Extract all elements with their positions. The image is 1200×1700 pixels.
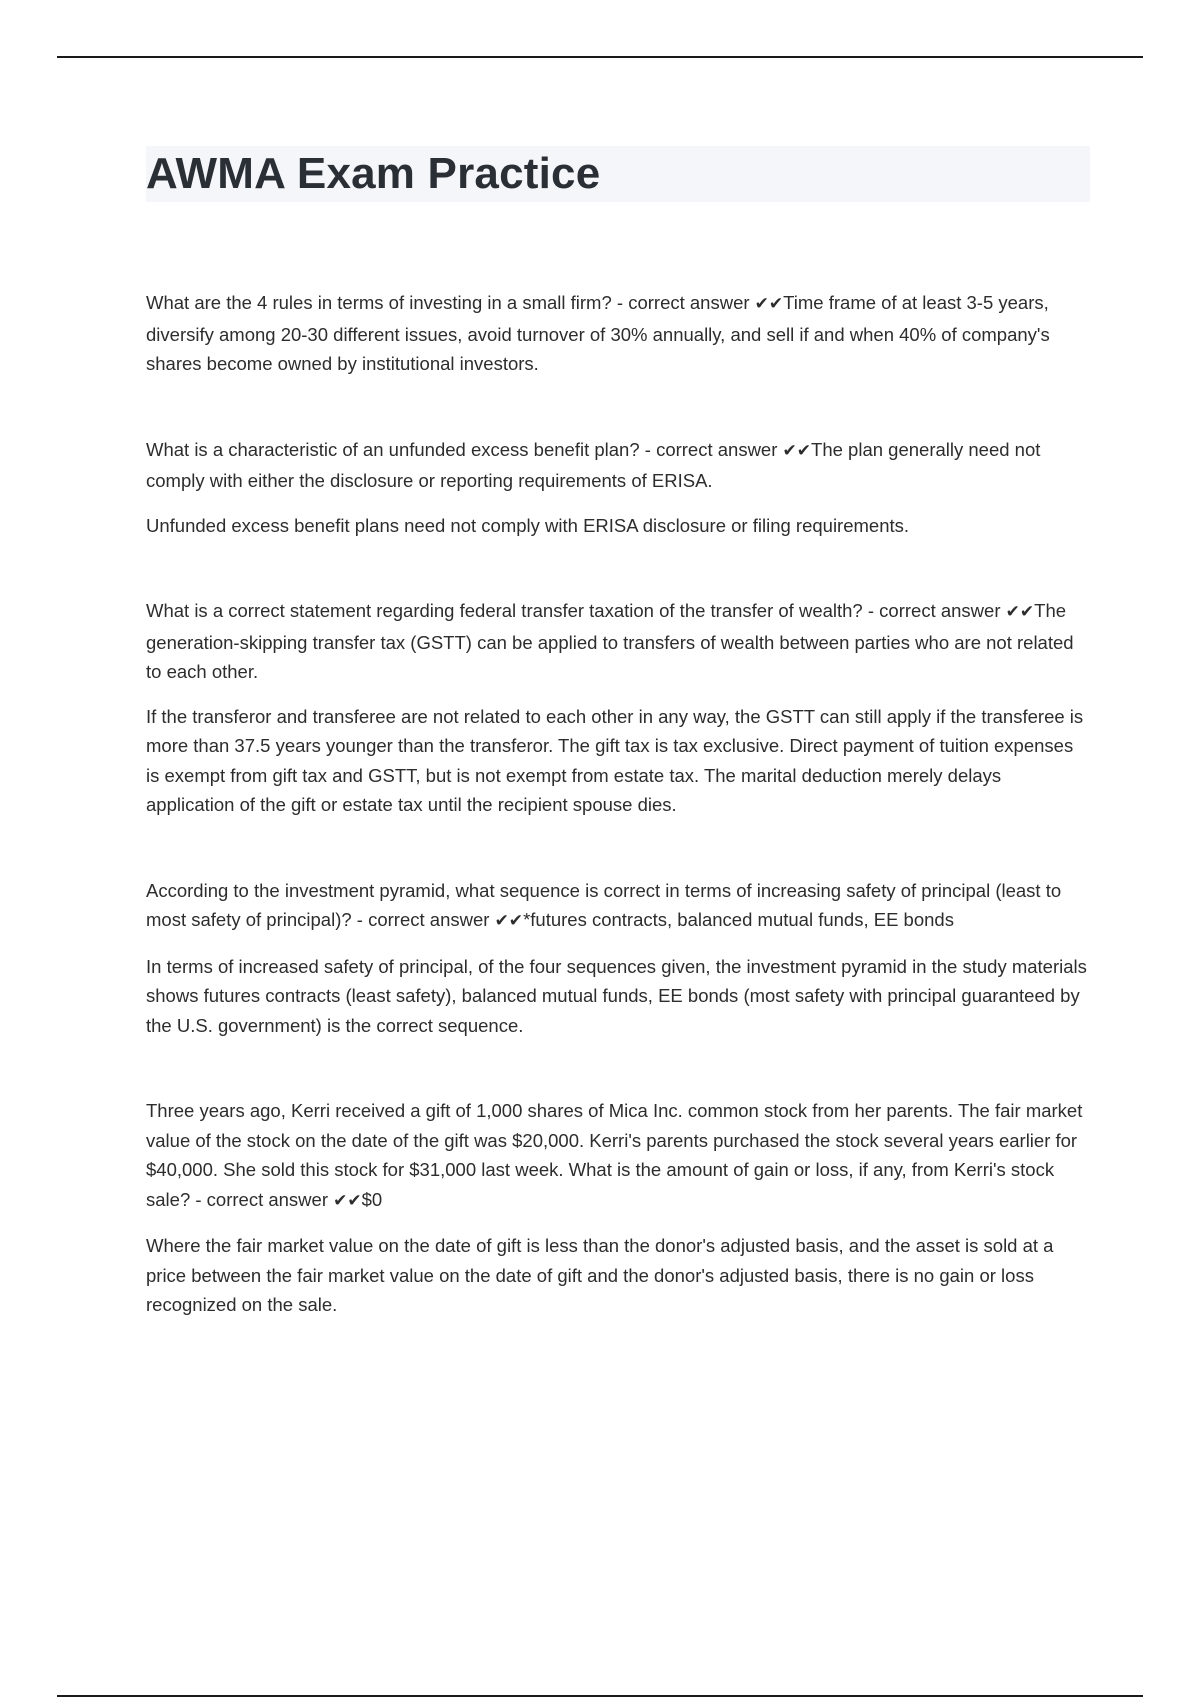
check-marks-icon: ✔✔ xyxy=(754,294,784,314)
top-divider xyxy=(57,56,1143,58)
qa-list xyxy=(146,288,1090,1320)
question-text: What are the 4 rules in terms of investing in a small firm? xyxy=(146,292,612,313)
answer-separator: - correct answer xyxy=(862,600,1006,621)
qa-item xyxy=(146,435,1090,541)
question-text: What is a characteristic of an unfunded excess benefit plan? xyxy=(146,438,640,460)
answer-separator: - correct answer xyxy=(190,1188,334,1210)
page-title: AWMA Exam Practice xyxy=(146,149,601,198)
answer-text: Time frame of at least 3-5 years, diversify among 20-30 different issues, avoid turnover of 30% annually, and sell if and when 40% of company's shares become owned by institutional investors. xyxy=(146,292,1050,374)
qa-item xyxy=(146,1096,1090,1320)
explanation-text: Where the fair market value on the date of gift is less than the donor's adjusted basis, and the asset is sold at a price between the fair market value on the date of gift and the donor's adjusted basis, there is no gain or loss recognized on the sale. xyxy=(146,1235,1054,1315)
qa-item xyxy=(146,596,1090,820)
answer-text: The plan generally need not comply with either the disclosure or reporting requirements of ERISA. xyxy=(146,438,1041,491)
check-marks-icon: ✔✔ xyxy=(782,440,812,461)
question-answer xyxy=(146,288,1090,379)
qa-item xyxy=(146,876,1090,1041)
answer-separator: - correct answer xyxy=(351,909,495,930)
question-answer xyxy=(146,435,1090,496)
document-page xyxy=(146,146,1090,1376)
check-marks-icon: ✔✔ xyxy=(1005,602,1035,622)
answer-separator: - correct answer xyxy=(639,438,783,460)
answer-text: $0 xyxy=(361,1188,383,1210)
answer-text: The generation-skipping transfer tax (GSTT) can be applied to transfers of wealth between parties who are not related to each other. xyxy=(146,600,1074,682)
answer-text: *futures contracts, balanced mutual funds, EE bonds xyxy=(523,909,954,930)
title-band xyxy=(146,146,1090,202)
explanation-text: In terms of increased safety of principal, of the four sequences given, the investment pyramid in the study materials shows futures contracts (least safety), balanced mutual funds, EE bonds (most safety with principal guaranteed by the U.S. government) is the correct sequence. xyxy=(146,955,1087,1036)
question-answer xyxy=(146,876,1090,937)
question-answer xyxy=(146,1096,1090,1216)
question-answer xyxy=(146,596,1090,687)
check-marks-icon: ✔✔ xyxy=(494,911,524,931)
qa-item xyxy=(146,288,1090,379)
explanation-text: If the transferor and transferee are not related to each other in any way, the GSTT can still apply if the transferee is more than 37.5 years younger than the transferor. The gift tax is tax exclusive. Direct payment of tuition expenses is exempt from gift tax and GSTT, but is not exempt from estate tax. The marital deduction merely delays application of the gift or estate tax until the recipient spouse dies. xyxy=(146,705,1084,815)
question-text: What is a correct statement regarding federal transfer taxation of the transfer of wealth? xyxy=(146,600,863,621)
explanation-text: Unfunded excess benefit plans need not comply with ERISA disclosure or filing requirements. xyxy=(146,514,910,536)
check-marks-icon: ✔✔ xyxy=(333,1190,362,1211)
question-text: Three years ago, Kerri received a gift of 1,000 shares of Mica Inc. common stock from her parents. The fair market value of the stock on the date of the gift was $20,000. Kerri's parents purchased the stock several years earlier for $40,000. She sold this stock for $31,000 last week. What is the amount of gain or loss, if any, from Kerri's stock sale? xyxy=(146,1100,1083,1210)
question-text: According to the investment pyramid, what sequence is correct in terms of increasing safety of principal (least to most safety of principal)? xyxy=(146,879,1062,930)
answer-separator: - correct answer xyxy=(611,292,755,313)
bottom-divider xyxy=(57,1695,1143,1697)
